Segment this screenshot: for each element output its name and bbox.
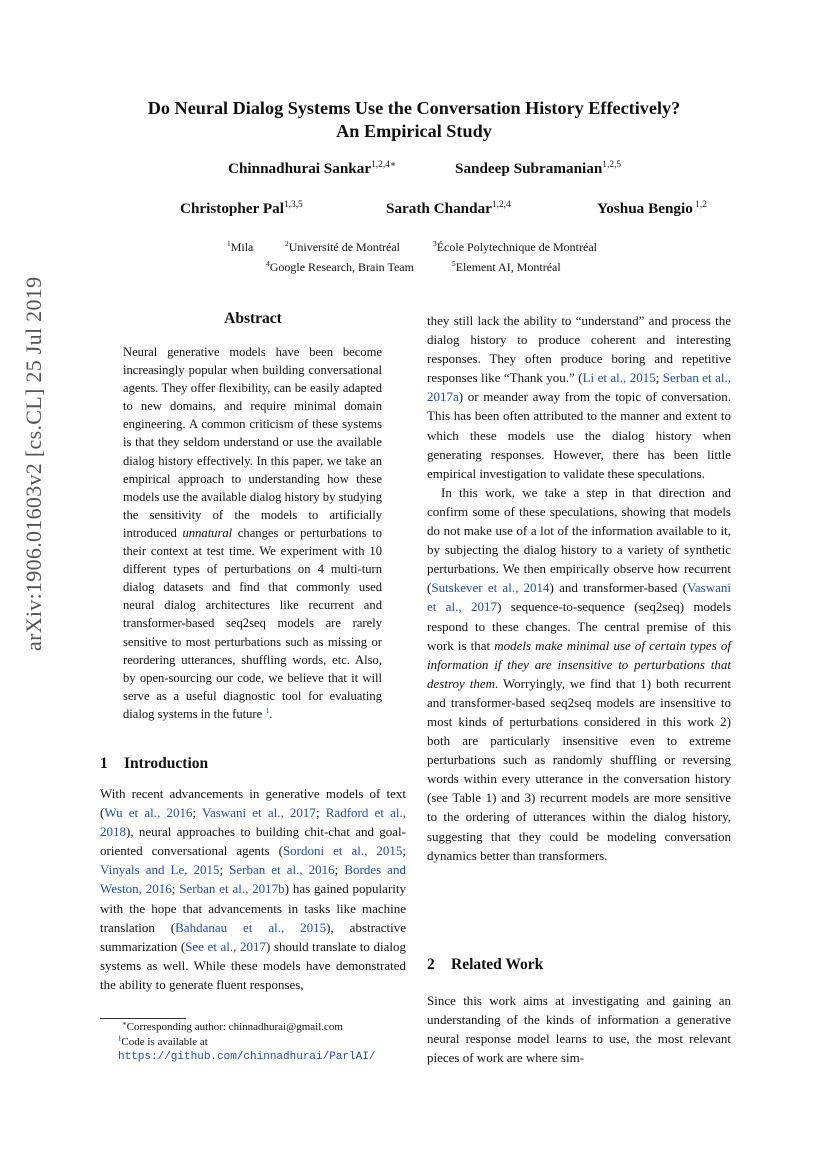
right-column — [427, 311, 731, 865]
paper-title — [80, 97, 748, 143]
citation-link[interactable]: Wu et al., 2016 — [104, 805, 193, 821]
affiliation-1: $^1$Mila — [227, 239, 254, 254]
related-work-paragraph: Since this work aims at investigating and gaining an understanding of the kinds of information a generative neural response model learns to use, the most relevant pieces of work are where sim- — [427, 993, 731, 1066]
abstract-heading: Abstract — [224, 310, 282, 327]
section-heading-related-work: 2 Related Work — [427, 956, 544, 973]
author-bengio: Yoshua Bengio $^{1,2}$ — [597, 199, 707, 217]
affiliation-2: $^2$Université de Montréal — [285, 239, 401, 254]
citation-link[interactable]: Bahdanau et al., 2015 — [175, 919, 327, 935]
author-pal: Christopher Pal$^{1,3,5}$ — [180, 199, 303, 217]
author-sankar: Chinnadhurai Sankar$^{1,2,4∗}$ — [228, 159, 397, 177]
footnote-rule — [100, 1018, 186, 1019]
abstract-body: Neural generative models have been become increasingly popular when building conversational agents. They offer flexibility, can be easily adapted to new domains, and require minimal domain engineering. A common criticism of these systems is that they seldom understand or use the available dialog history effectively. In this paper, we take an empirical approach to understanding how these models use the available dialog history by studying the sensitivity of the models to artificially introduced unnatural changes or perturbations to their context at test time. We experiment with 10 different types of perturbations on 4 multi-turn dialog datasets and find that commonly used neural dialog architectures like recurrent and transformer-based seq2seq models are rarely sensitive to most perturbations such as missing or reordering utterances, shuffling words, etc. Also, by open-sourcing our code, we believe that it will serve as a useful diagnostic tool for evaluating dialog systems in the future $^1$. — [123, 345, 383, 721]
citation-link[interactable]: Vinyals and Le, 2015 — [100, 862, 220, 878]
paragraph-continuation: they still lack the ability to “understand” and process the dialog history to produce coherent and interesting responses. They often produce boring and repetitive responses like “Thank you.” (Li et al., 2015; Serban et al., 2017a) or meander away from the topic of conversation. This has been often attributed to the manner and extent to which these models use the dialog history when generating responses. However, there has been little empirical investigation to validate these speculations. — [427, 313, 731, 481]
citation-link[interactable]: Vaswani et al., 2017 — [427, 580, 731, 615]
citation-link[interactable]: Vaswani et al., 2017 — [202, 805, 316, 821]
citation-link[interactable]: Radford et al., 2018 — [100, 805, 407, 840]
citation-link[interactable]: See et al., 2017 — [185, 938, 266, 954]
footnote-2: $^1$Code is available at https://github.com/chinnadhurai/ParlAI/ — [118, 1034, 376, 1063]
title-line-2: An Empirical Study — [336, 121, 492, 141]
citation-link[interactable]: Serban et al., 2017b — [179, 881, 285, 897]
intro-paragraph: With recent advancements in generative models of text (Wu et al., 2016; Vaswani et al., 2017; Radford et al., 2018), neural approaches to building chit-chat and goal-oriented conversational agents (Sordoni et al., 2015; Vinyals and Le, 2015; Serban et al., 2016; Bordes and Weston, 2016; Serban et al., 2017b) has gained popularity with the hope that advancements in tasks like machine translation (Bahdanau et al., 2015), abstractive summarization (See et al., 2017) should translate to dialog systems as well. While these models have demonstrated the ability to generate fluent responses, — [100, 786, 407, 992]
arxiv-identifier: arXiv:1906.01603v2 [cs.CL] 25 Jul 2019 — [21, 276, 46, 651]
citation-link[interactable]: Sordoni et al., 2015 — [282, 843, 403, 859]
author-subramanian: Sandeep Subramanian$^{1,2,5}$ — [455, 159, 622, 177]
affiliation-5: $^5$Element AI, Montréal — [452, 259, 561, 274]
title-line-1: Do Neural Dialog Systems Use the Conversation History Effectively? — [147, 98, 681, 118]
citation-link[interactable]: Sutskever et al., 2014 — [431, 580, 550, 596]
citation-link[interactable]: Serban et al., 2016 — [229, 862, 335, 878]
affiliation-4: $^4$Google Research, Brain Team — [266, 259, 414, 274]
footnote-ref[interactable]: 1 — [265, 705, 270, 715]
citation-link[interactable]: Bordes and Weston, 2016 — [100, 862, 406, 897]
footnotes — [100, 1020, 406, 1065]
citation-link[interactable]: Serban et al., 2017a — [427, 370, 731, 405]
author-chandar: Sarath Chandar$^{1,2,4}$ — [386, 199, 511, 217]
affiliation-3: $^3$École Polytechnique de Montréal — [433, 239, 598, 254]
section-heading-introduction: 1 Introduction — [100, 755, 209, 772]
citation-link[interactable]: Li et al., 2015 — [582, 370, 656, 386]
paragraph-this-work: In this work, we take a step in that direction and confirm some of these speculations, showing that models do not make use of a lot of the information available to it, by subjecting the dialog history to a variety of synthetic perturbations. We then empirically observe how recurrent (Sutskever et al., 2014) and transformer-based (Vaswani et al., 2017) sequence-to-sequence (seq2seq) models respond to these changes. The central premise of this work is that models make minimal use of certain types of information if they are insensitive to perturbations that destroy them. Worryingly, we find that 1) both recurrent and transformer-based seq2seq models are insensitive to most kinds of perturbations considered in this work 2) both are particularly insensitive even to extreme perturbations such as randomly shuffling or reversing words within every utterance in the conversation history (see Table 1) and 3) recurrent models are more sensitive to the ordering of utterances within the dialog history, suggesting that they could be modeling conversation dynamics better than transformers. — [427, 484, 731, 863]
footnote-1: ∗Corresponding author: chinnadhurai@gmail.com — [122, 1020, 343, 1033]
code-url-link[interactable]: https://github.com/chinnadhurai/ParlAI/ — [118, 1051, 376, 1063]
